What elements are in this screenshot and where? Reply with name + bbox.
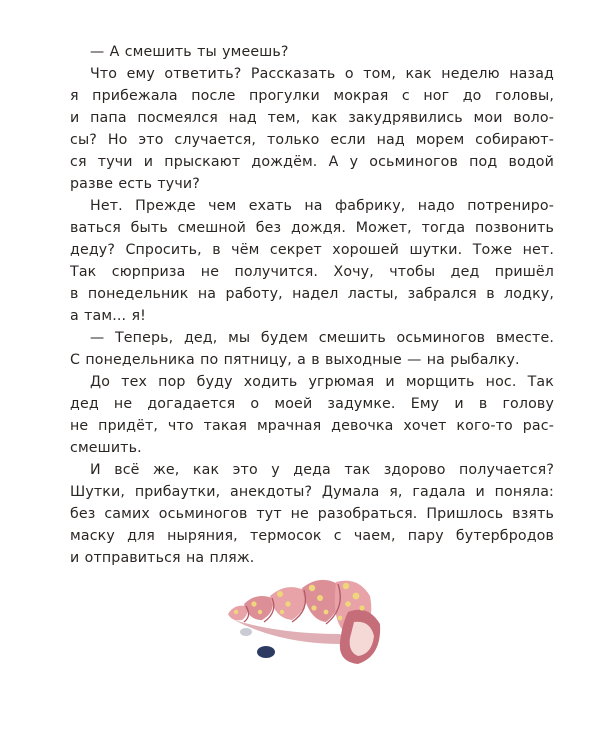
text-line: И всё же, как это у деда так здорово получается?	[90, 462, 554, 478]
paragraph	[70, 371, 554, 459]
text-line: ваться быть смешной без дождя. Может, тогда позвонить	[70, 220, 554, 236]
pebble-light-icon	[240, 628, 252, 636]
text-line: сы? Но это случается, только если над морем собирают-	[70, 132, 554, 148]
text-line: — А смешить ты умеешь?	[90, 44, 289, 60]
text-line: ся тучи и прыскают дождём. А у осьминогов под водой	[70, 154, 554, 170]
text-line: не придёт, что такая мрачная девочка хочет кого-то рас-	[70, 418, 554, 434]
text-line: С понедельника по пятницу, а в выходные — на рыбалку.	[70, 352, 520, 368]
text-line: деду? Спросить, в чём секрет хорошей шутки. Тоже нет.	[70, 242, 554, 258]
text-line: Нет. Прежде чем ехать на фабрику, надо потрениро-	[90, 198, 554, 214]
text-line: Шутки, прибаутки, анекдоты? Думала я, гадала и поняла:	[70, 484, 554, 500]
text-line: и папа посмеялся над тем, как закудрявились мои воло-	[70, 110, 554, 126]
text-line: дед не догадается о моей задумке. Ему и в голову	[70, 396, 554, 412]
pebble-dark-icon	[257, 646, 275, 658]
text-line: в понедельник на работу, надел ласты, забрался в лодку,	[70, 286, 554, 302]
text-line: Так сюрприза не получится. Хочу, чтобы дед пришёл	[70, 264, 554, 280]
text-line: и отправиться на пляж.	[70, 550, 255, 566]
text-line: До тех пор буду ходить угрюмая и морщить нос. Так	[90, 374, 554, 390]
text-line: без самих осьминогов тут не разобраться. Пришлось взять	[70, 506, 554, 522]
text-line: я прибежала после прогулки мокрая с ног до головы,	[70, 88, 554, 104]
paragraph	[70, 459, 554, 569]
illustration	[220, 574, 390, 674]
text-line: — Теперь, дед, мы будем смешить осьминогов вместе.	[90, 330, 554, 346]
story-text	[70, 41, 554, 569]
text-line: разве есть тучи?	[70, 176, 200, 192]
seashell-icon	[220, 574, 390, 674]
text-line: смешить.	[70, 440, 142, 456]
text-line: Что ему ответить? Рассказать о том, как неделю назад	[90, 66, 554, 82]
text-line: маску для ныряния, термосок с чаем, пару бутербродов	[70, 528, 554, 544]
shell-body	[228, 580, 380, 664]
paragraph	[70, 195, 554, 327]
paragraph	[70, 63, 554, 195]
text-line: а там... я!	[70, 308, 146, 324]
paragraph	[70, 41, 554, 63]
paragraph	[70, 327, 554, 371]
